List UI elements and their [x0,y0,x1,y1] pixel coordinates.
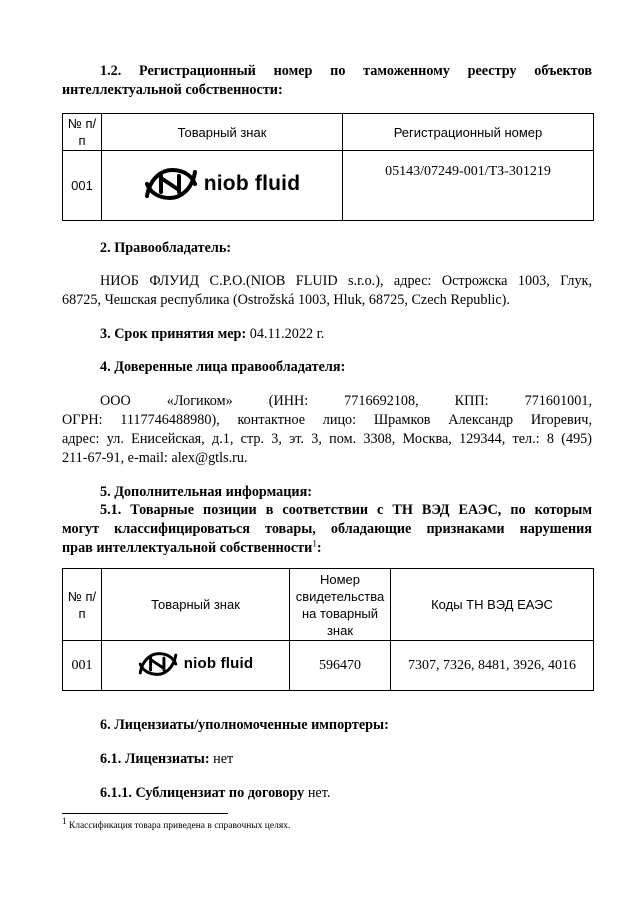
header-num: № п/п [63,114,102,151]
section-5-1-line-1: 5.1. Товарные позиции в соответствии с ТН ВЭД ЕАЭС, по которым [100,502,592,518]
header-cert-number: Номер свидетельства на товарный знак [290,569,391,641]
logo-text: niob fluid [203,172,301,195]
section-1-2-line-1: 1.2. Регистрационный номер по таможенному реестру объектов [100,63,592,79]
table-header-row [63,114,594,151]
section-4-line-4: 211-67-91, e-mail: alex@gtls.ru. [62,450,248,466]
tariff-codes: 7307, 7326, 8481, 3926, 4016 [391,641,594,691]
section-2-line-1: НИОБ ФЛУИД С.Р.О.(NIOB FLUID s.r.o.), адрес: Острожска 1003, Глук, [100,273,592,289]
section-4-title: 4. Доверенные лица правообладателя: [100,359,346,375]
section-6-title: 6. Лицензиаты/уполномоченные импортеры: [100,717,389,733]
footnote-ref: 1 [312,538,317,549]
section-4-line-2: ОГРН: 1117746488980), контактное лицо: Шрамков Александр Игоревич, [62,412,592,428]
section-3: 3. Срок принятия мер: 04.11.2022 г. [100,326,325,342]
section-6-1: 6.1. Лицензиаты: нет [100,751,234,767]
header-reg-number: Регистрационный номер [343,114,594,151]
row-num: 001 [63,151,102,221]
section-2-line-2: 68725, Чешская республика (Ostrožská 1003, Hluk, 68725, Czech Republic). [62,292,510,308]
niob-fluid-logo-icon [144,166,198,202]
niob-fluid-logo-icon [138,650,178,678]
section-5-1-line-2: могут классифицироваться товары, обладающие признаками нарушения [62,521,592,537]
logo-text: niob fluid [183,655,254,672]
section-5-title: 5. Дополнительная информация: [100,484,312,500]
trademark-cell [102,151,343,221]
table-registration [62,113,594,221]
table-row [63,641,594,691]
cert-number: 596470 [290,641,391,691]
header-codes: Коды ТН ВЭД ЕАЭС [391,569,594,641]
header-trademark: Товарный знак [102,114,343,151]
niob-fluid-logo [144,166,300,202]
row-num: 001 [63,641,102,691]
section-4-line-1: ООО «Логиком» (ИНН: 7716692108, КПП: 771601001, [100,393,592,409]
reg-number: 05143/07249-001/ТЗ-301219 [343,151,594,221]
table-tariff-codes [62,568,594,691]
header-num: № п/п [63,569,102,641]
trademark-cell [102,641,290,691]
table-row [63,151,594,221]
section-2-title: 2. Правообладатель: [100,240,232,256]
table-header-row [63,569,594,641]
footnote: $^1$ Классификация товара приведена в справочных целях. [62,815,291,831]
section-5-1-line-3: прав интеллектуальной собственности$^1$: [62,538,322,556]
footnote-divider [62,813,228,814]
section-4-line-3: адрес: ул. Енисейская, д.1, стр. 3, эт. 3, пом. 3308, Москва, 129344, тел.: 8 (495) [62,431,592,447]
section-1-2-line-2: интеллектуальной собственности: [62,82,283,98]
section-6-1-1: 6.1.1. Сублицензиат по договору нет. [100,785,331,801]
header-trademark: Товарный знак [102,569,290,641]
niob-fluid-logo [138,650,253,678]
